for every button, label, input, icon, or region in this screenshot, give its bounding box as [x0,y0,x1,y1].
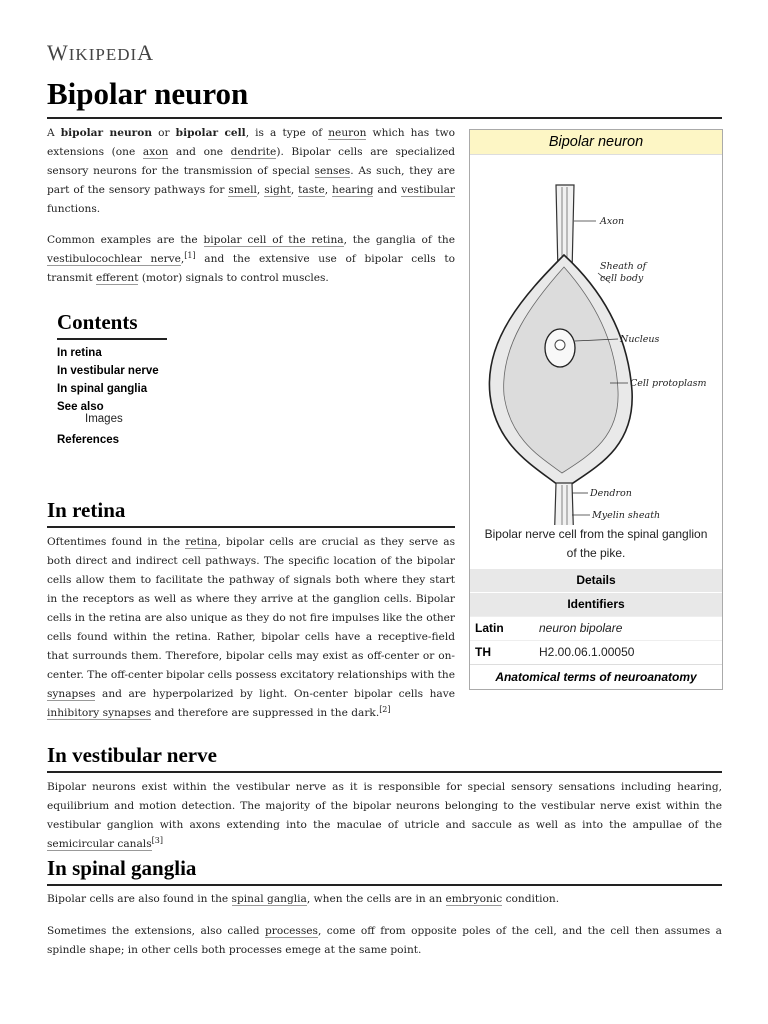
text: or [152,127,176,139]
text: , the ganglia of the [343,234,455,246]
bold-term: bipolar neuron [60,127,153,139]
text: and one [168,146,231,158]
text: condition. [502,893,560,905]
bipolar-neuron-illustration [470,155,722,525]
infobox-row-th [470,640,722,664]
label-myelin-sheath: Myelin sheath [592,510,661,521]
section-in-vestibular-nerve [47,778,722,854]
label-axon: Axon [600,216,625,227]
text: Bipolar neurons exist within the vestibular nerve as it is responsible for special sensory sensations including hearing, equilibrium and motion detection. The majority of the bipolar neurons belonging to the vestibular nerve exist within the vestibular ganglion with axons extending into the maculae of utricle and saccule as well as into the ampullae of the [47,781,722,831]
infobox-footer-link[interactable]: Anatomical terms of neuroanatomy [470,664,722,689]
text: and are hyperpolarized by light. On-center bipolar cells have [95,688,455,700]
dendron-drawing [554,483,574,525]
text: A [47,127,61,139]
label-cell-protoplasm: Cell protoplasm [630,378,707,389]
toc-item-in-spinal-ganglia[interactable]: In spinal ganglia [57,383,148,395]
label-sheath: Sheath of [600,261,647,272]
link-bipolar-cell-of-the-retina[interactable]: bipolar cell of the retina [203,234,344,246]
toc-item-in-retina[interactable]: In retina [57,347,102,359]
text: and therefore are suppressed in the dark. [151,707,380,719]
link-retina[interactable]: retina [185,536,218,548]
logo-letters: IKIPEDI [68,45,138,64]
text: , come off from opposite poles of the cell, and the cell then assumes a spindle shape; in other cells both processes emege at the same point. [47,925,722,956]
link-efferent[interactable]: efferent [95,272,139,284]
intro-paragraph-2 [47,231,455,288]
text: , [180,253,185,265]
text: , [324,184,333,196]
infobox [469,129,723,690]
toc-item-in-vestibular-nerve[interactable]: In vestibular nerve [57,365,159,377]
text: functions. [47,203,101,215]
toc-title: Contents [57,310,167,340]
link-semicircular-canals[interactable]: semicircular canals [47,838,152,850]
text: ). Bipolar cells are specialized sensory neurons for the transmission of special [47,146,455,177]
text: and [373,184,402,196]
text: and the extensive use of bipolar cells to transmit [47,253,455,284]
text: Oftentimes found in the [47,536,186,548]
infobox-caption: Bipolar nerve cell from the spinal ganglion of the pike. [484,527,708,560]
wikipedia-logo[interactable] [47,40,154,66]
link-senses[interactable]: senses [314,165,351,177]
link-inhibitory-synapses[interactable]: inhibitory synapses [47,707,152,719]
link-neuron[interactable]: neuron [328,127,367,139]
logo-letter: W [47,40,69,65]
infobox-value-th: H2.00.06.1.00050 [539,645,635,659]
citation-3[interactable]: [3] [151,836,163,845]
section-heading-in-retina: In retina [47,498,455,528]
section-in-spinal-ganglia [47,890,722,960]
link-vestibular[interactable]: vestibular [401,184,455,196]
infobox-image[interactable] [470,155,722,525]
link-axon[interactable]: axon [142,146,169,158]
toc-item-references[interactable]: References [57,434,120,446]
text: , when the cells are in an [306,893,446,905]
infobox-identifiers-header: Identifiers [470,592,722,616]
label-nucleus: Nucleus [620,334,660,345]
link-smell[interactable]: smell [228,184,257,196]
section-heading-in-vestibular-nerve: In vestibular nerve [47,743,722,773]
citation-1[interactable]: [1] [184,251,196,260]
link-embryonic[interactable]: embryonic [445,893,503,905]
text: Common examples are the [47,234,204,246]
text: , [290,184,299,196]
text: Sometimes the extensions, also called [47,925,265,937]
infobox-details-header: Details [470,568,722,592]
text: which has two extensions (one [47,127,455,158]
text: , is a type of [245,127,329,139]
text: (motor) signals to control muscles. [138,272,329,284]
toc-subitem-images[interactable]: Images [85,413,123,425]
link-synapses[interactable]: synapses [47,688,96,700]
link-hearing[interactable]: hearing [332,184,374,196]
text: , bipolar cells are crucial as they serve as both direct and indirect cell pathways. The specific location of the bipolar cells allow them to facilitate the pathway of signals both where they start in the receptors as well as where they arrive at the ganglion cells. Bipolar cells in the retina are also unique as they do not fire impulses like the other cells found within the retina. Rather, bipolar cells have a receptive-field that surrounds them. Therefore, bipolar cells may exist as off-center or on-center. The off-center bipolar cells possess excitatory relationships with the [47,536,456,681]
infobox-key-latin: Latin [475,621,504,635]
table-of-contents [57,310,257,446]
citation-2[interactable]: [2] [379,705,391,714]
link-spinal-ganglia[interactable]: spinal ganglia [231,893,307,905]
link-processes[interactable]: processes [264,925,318,937]
section-heading-in-spinal-ganglia: In spinal ganglia [47,856,722,886]
title-divider [47,117,722,119]
spinal-paragraph-2 [47,922,722,960]
text: Bipolar cells are also found in the [47,893,232,905]
link-vestibulocochlear-nerve[interactable]: vestibulocochlear nerve [47,253,181,265]
infobox-row-latin [470,616,722,640]
label-cell-body: cell body [600,273,644,284]
spinal-paragraph-1 [47,890,722,909]
toc-item-see-also[interactable]: See also [57,401,104,413]
text: , [256,184,265,196]
infobox-title: Bipolar neuron [470,130,722,155]
section-in-retina [47,533,455,723]
retina-paragraph [47,533,455,723]
vestibular-paragraph [47,778,722,854]
intro [47,124,455,288]
nucleolus-drawing [555,340,565,350]
link-dendrite[interactable]: dendrite [230,146,277,158]
infobox-key-th: TH [475,645,491,659]
text: . As such, they are part of the sensory pathways for [47,165,455,196]
intro-paragraph-1 [47,124,455,219]
logo-letter-end: A [137,40,155,65]
infobox-value-latin: neuron bipolare [539,621,623,635]
link-sight[interactable]: sight [264,184,291,196]
bold-term: bipolar cell [175,127,246,139]
page-title: Bipolar neuron [47,76,249,111]
label-dendron: Dendron [590,488,632,499]
link-taste[interactable]: taste [298,184,325,196]
